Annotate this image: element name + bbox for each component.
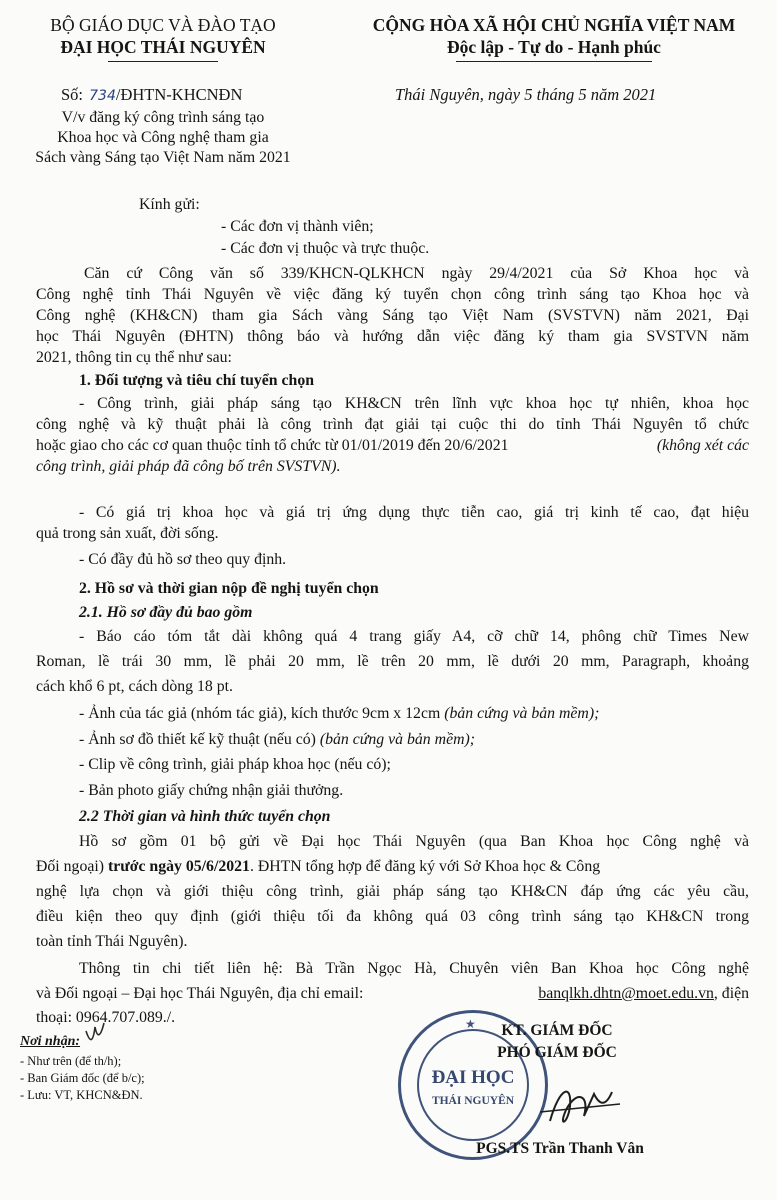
s21-diagram-italic: (bản cứng và bản mềm); [319, 731, 476, 748]
s21-line [79, 703, 599, 724]
recipient-item: - Các đơn vị thành viên; [221, 218, 374, 235]
intro-line: Công nghệ (KH&CN) tham gia Sách vàng Sáng tạo Việt Nam (SVSTVN) năm 2021, Đại [36, 307, 749, 324]
subject-line-3: Sách vàng Sáng tạo Việt Nam năm 2021 [35, 149, 291, 166]
noi-nhan-item: - Ban Giám đốc (để b/c); [20, 1071, 145, 1085]
s22-line: Hồ sơ gồm 01 bộ gửi về Đại học Thái Nguyên (qua Ban Khoa học Công nghệ và [79, 833, 749, 850]
signer-title-2: PHÓ GIÁM ĐỐC [497, 1044, 617, 1061]
doc-number-prefix: Số: [61, 85, 84, 104]
s21-photo-italic: (bản cứng và bản mềm); [444, 705, 600, 722]
seal-star: ★ [465, 1017, 476, 1031]
intro-line: 2021, thông tin cụ thể như sau: [36, 349, 232, 366]
section-2-1-title: 2.1. Hồ sơ đầy đủ bao gồm [79, 604, 253, 621]
s22-line: điều kiện theo quy định (giới thiệu tối đa không quá 03 công trình sáng tạo KH&CN trong [36, 908, 749, 925]
s1-line3-italic: (không xét các [656, 437, 749, 454]
subject-line-2: Khoa học và Công nghệ tham gia [57, 129, 269, 146]
s22-line [36, 856, 600, 877]
section-2-title: 2. Hồ sơ và thời gian nộp đề nghị tuyển chọn [79, 580, 379, 597]
contact-line2-b: , điện [713, 985, 749, 1002]
intro-line: Công nghệ tỉnh Thái Nguyên về việc đăng ký tuyển chọn công trình sáng tạo Khoa học và [36, 286, 749, 303]
intro-line: học Thái Nguyên (ĐHTN) thông báo và hướng dẫn việc đăng ký tham gia SVSTVN năm [36, 328, 749, 345]
s21-photo-text: - Ảnh của tác giả (nhóm tác giả), kích thước 9cm x 12cm [79, 705, 441, 722]
handwritten-signature [520, 1076, 640, 1136]
doc-number-suffix: /ĐHTN-KHCNĐN [115, 85, 243, 104]
contact-email-link[interactable]: banqlkh.dhtn@moet.edu.vn [538, 985, 714, 1002]
country-name: CỘNG HÒA XÃ HỘI CHỦ NGHĨA VIỆT NAM [372, 15, 736, 35]
motto-underline [456, 61, 652, 62]
university-underline [108, 61, 218, 62]
university-name: ĐẠI HỌC THÁI NGUYÊN [60, 37, 266, 57]
contact-line2-a: và Đối ngoại – Đại học Thái Nguyên, địa chỉ email: [36, 985, 364, 1002]
document-number [61, 84, 242, 107]
s21-line: Roman, lề trái 30 mm, lề phải 20 mm, lề trên 20 mm, lề dưới 20 mm, Paragraph, khoảng [36, 653, 749, 670]
section-2-2-title: 2.2 Thời gian và hình thức tuyển chọn [79, 808, 331, 825]
s21-line: - Báo cáo tóm tắt dài không quá 4 trang giấy A4, cỡ chữ 14, phông chữ Times New [79, 628, 749, 645]
s22-line2-b: . ĐHTN tổng hợp để đăng ký với Sở Khoa học & Công [249, 858, 601, 875]
s1-line: - Có giá trị khoa học và giá trị ứng dụng thực tiễn cao, giá trị kinh tế cao, đạt hiệu [79, 504, 749, 521]
doc-number-handwritten: 734 [89, 88, 116, 104]
noi-nhan-item: - Như trên (để th/h); [20, 1054, 122, 1068]
s1-line [36, 435, 749, 456]
place-date: Thái Nguyên, ngày 5 tháng 5 năm 2021 [395, 85, 657, 104]
noi-nhan-item: - Lưu: VT, KHCN&ĐN. [20, 1088, 143, 1102]
noi-nhan-label: Nơi nhận: [20, 1034, 81, 1049]
signer-title-1: KT. GIÁM ĐỐC [501, 1022, 613, 1039]
s21-line: - Bản photo giấy chứng nhận giải thưởng. [79, 782, 344, 799]
s1-line: - Công trình, giải pháp sáng tạo KH&CN trên lĩnh vực khoa học tự nhiên, khoa học [79, 395, 749, 412]
national-motto: Độc lập - Tự do - Hạnh phúc [447, 37, 661, 57]
s21-diagram-text: - Ảnh sơ đồ thiết kế kỹ thuật (nếu có) [79, 731, 316, 748]
ministry-name: BỘ GIÁO DỤC VÀ ĐÀO TẠO [50, 15, 276, 35]
greeting: Kính gửi: [139, 196, 200, 213]
contact-line: thoại: 0964.707.089./. [36, 1009, 176, 1026]
s22-deadline: trước ngày 05/6/2021 [107, 858, 250, 875]
contact-line [36, 983, 749, 1004]
subject-line-1: V/v đăng ký công trình sáng tạo [61, 109, 265, 126]
s21-line: cách khổ 6 pt, cách dòng 18 pt. [36, 678, 233, 695]
s22-line: nghệ lựa chọn và giới thiệu công trình, giải pháp sáng tạo KH&CN đáp ứng các yêu cầu, [36, 883, 749, 900]
intro-line: Căn cứ Công văn số 339/KHCN-QLKHCN ngày 29/4/2021 của Sở Khoa học và [84, 265, 749, 282]
signer-name: PGS.TS Trần Thanh Vân [476, 1140, 644, 1157]
seal-text-1: ĐẠI HỌC [431, 1067, 515, 1088]
s22-line: toàn tỉnh Thái Nguyên). [36, 933, 188, 950]
s1-line3-text: hoặc giao cho các cơ quan thuộc tỉnh tổ chức từ 01/01/2019 đến 20/6/2021 [36, 437, 509, 454]
s1-line: quả trong sản xuất, đời sống. [36, 525, 219, 542]
s1-line: công trình, giải pháp đã công bố trên SVSTVN). [36, 458, 341, 475]
seal-text-2: THÁI NGUYÊN [431, 1095, 515, 1107]
s22-line2-a: Đối ngoại) [36, 858, 105, 875]
initials-signature [84, 1021, 106, 1045]
s1-line: - Có đầy đủ hồ sơ theo quy định. [79, 551, 287, 568]
contact-email-wrap [538, 983, 749, 1004]
s21-line: - Clip về công trình, giải pháp khoa học (nếu có); [79, 756, 391, 773]
s1-line: công nghệ và kỹ thuật phải là công trình đạt giải tại cuộc thi do tỉnh Thái Nguyên tổ chức [36, 416, 749, 433]
s21-line [79, 729, 475, 750]
contact-line: Thông tin chi tiết liên hệ: Bà Trần Ngọc Hà, Chuyên viên Ban Khoa học Công nghệ [79, 960, 749, 977]
section-1-title: 1. Đối tượng và tiêu chí tuyển chọn [79, 372, 315, 389]
recipient-item: - Các đơn vị thuộc và trực thuộc. [221, 240, 430, 257]
